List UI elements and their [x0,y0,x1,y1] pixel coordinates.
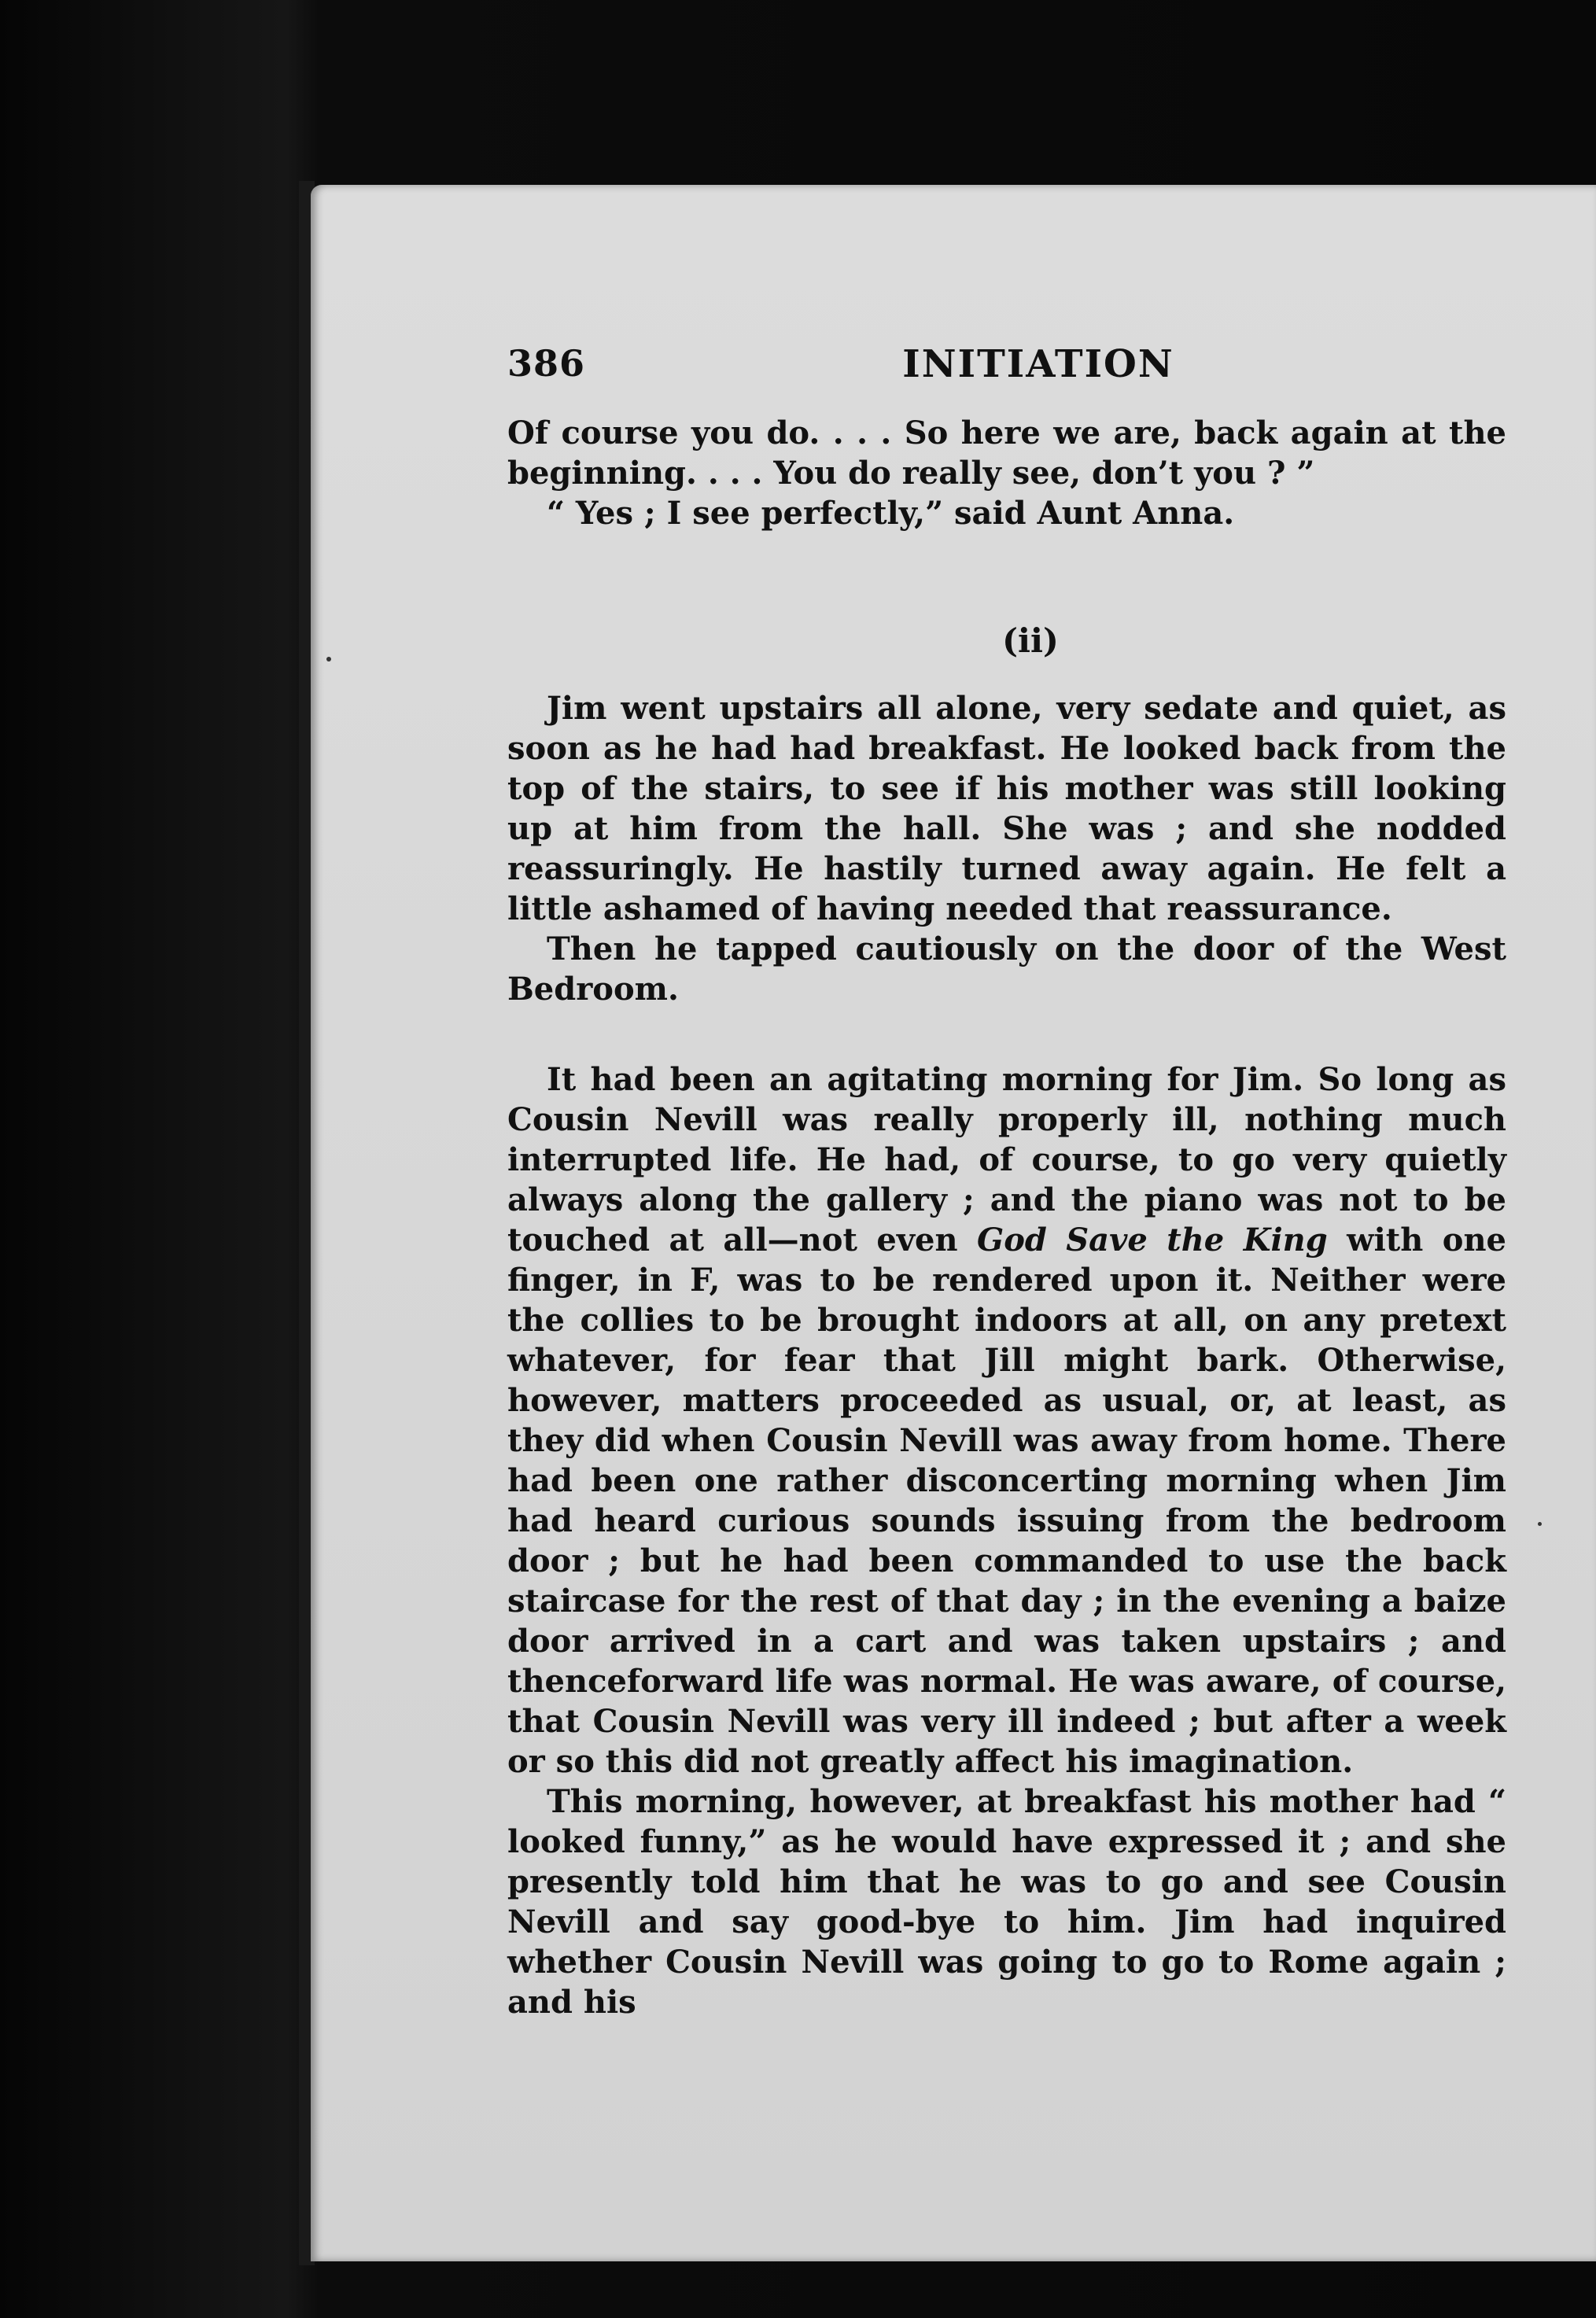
page-text [507,342,1506,2022]
book-page [311,185,1596,2261]
paragraph [507,1059,1506,1782]
section-break [507,1009,1506,1059]
running-title: INITIATION [902,342,1174,386]
paragraph: This morning, however, at breakfast his mother had “ looked funny,” as he would have expressed it ; and she presently told him that he was to go and see Cousin Nevill and say good-bye to him. Jim had inquired whether Cousin Nevill was going to go to Rome again ; and his [507,1783,1506,2021]
section-heading: (ii) [1002,621,1059,660]
paragraph: Of course you do. . . . So here we are, back again at the beginning. . . . You do really see, don’t you ? ” [507,415,1506,492]
paragraph: Then he tapped cautiously on the door of the West Bedroom. [507,931,1506,1008]
page-header [507,342,1506,413]
paragraph-text: It had been an agitating morning for Jim. So long as Cousin Nevill was really properly ill, nothing much interrupted life. He had, of course, to go very quietly always along the gallery ; and the piano was not to be touched at all—not even [507,1061,1506,1259]
paragraph: Jim went upstairs all alone, very sedate and quiet, as soon as he had had breakfast. He looked back from the top of the stairs, to see if his mother was still looking up at him from the hall. She was ; and she nodded reassuringly. He hastily turned away again. He felt a little ashamed of having needed that reassurance. [507,690,1506,927]
scan-speck [326,657,331,661]
italic-title: God Save the King [977,1222,1328,1259]
scan-speck [1538,1522,1542,1526]
paragraph: “ Yes ; I see perfectly,” said Aunt Anna. [547,495,1235,532]
paragraph-text: with one finger, in F, was to be rendered upon it. Neither were the collies to be brought indoors at all, on any pretext whatever, for fear that Jill might bark. Otherwise, however, matters proceeded as usual, or, at least, as they did when Cousin Nevill was away from home. There had been one rather disconcerting morning when Jim had heard curious sounds issuing from the bedroom door ; but he had been commanded to use the back staircase for the rest of that day ; in the evening a baize door arrived in a cart and was taken upstairs ; and thenceforward life was normal. He was aware, of course, that Cousin Nevill was very ill indeed ; but after a week or so this did not greatly affect his imagination. [507,1222,1507,1780]
page-number: 386 [507,342,586,385]
